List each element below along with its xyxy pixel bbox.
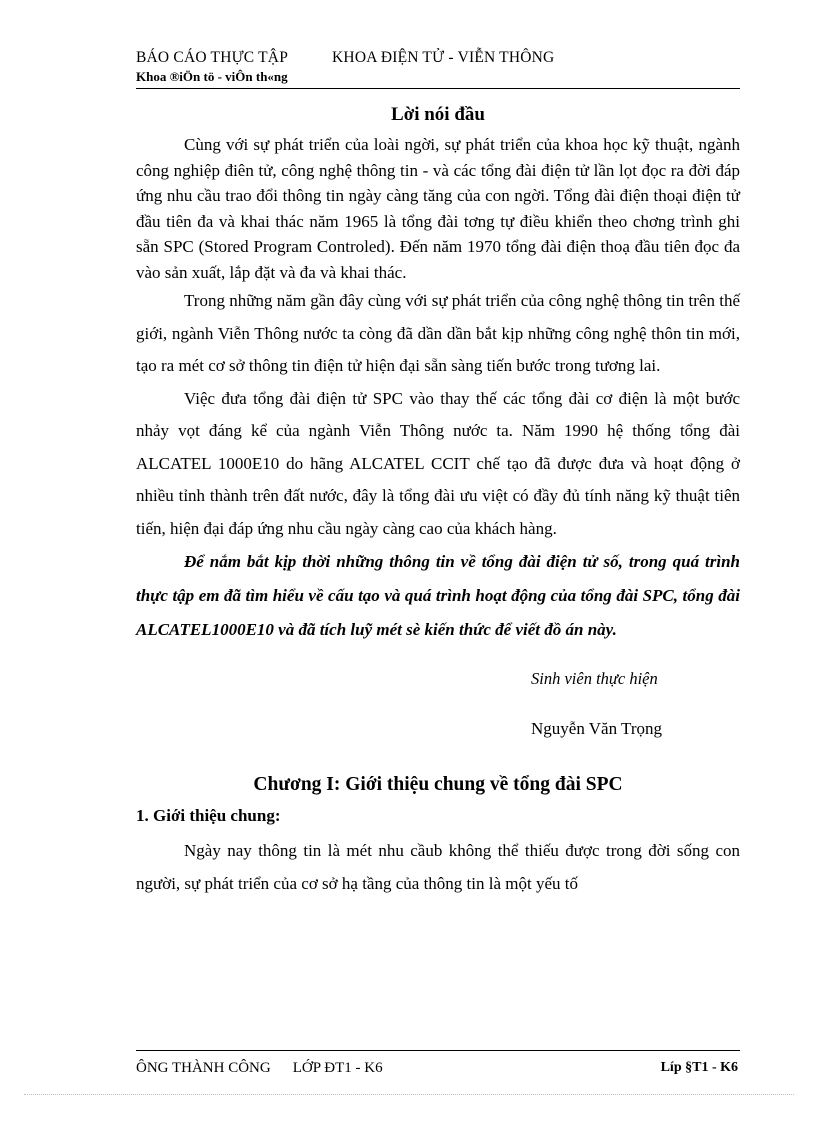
paragraph: Ngày nay thông tin là mét nhu cầub không thể thiếu được trong đời sống con người, sự phát triển của cơ sở hạ tầng của thông tin là một yếu tố	[136, 841, 740, 893]
chapter-title: Chương I: Giới thiệu chung về tổng đài SPC	[253, 774, 623, 795]
page-edge-dots	[24, 1094, 794, 1095]
preface-title: Lời nói đầu	[391, 104, 485, 125]
header-divider	[136, 88, 740, 89]
signature-block	[136, 669, 740, 767]
section-heading: 1. Giới thiệu chung:	[136, 806, 281, 825]
page-body	[136, 102, 740, 900]
footer-class-legacy: Líp §T1 - K6	[660, 1060, 738, 1075]
signature-name: Nguyễn Văn Trọng	[531, 719, 662, 738]
footer-author: ÔNG THÀNH CÔNG	[136, 1060, 271, 1076]
page-header	[136, 48, 740, 86]
report-label: BÁO CÁO THỰC TẬP	[136, 49, 289, 66]
paragraph: Trong những năm gần đây cùng với sự phát triển của công nghệ thông tin trên thế giới, ngành Viễn Thông nước ta còng đã dần dần bắt kịp những công nghệ thôn tin mới, tạo ra mét cơ sở thông tin điện tử hiện đại sẵn sàng tiến bước trong tương lai.	[136, 291, 740, 375]
header-line	[136, 48, 740, 68]
footer-divider	[136, 1050, 740, 1051]
page-footer	[136, 1058, 740, 1078]
signature-role: Sinh viên thực hiện	[531, 669, 658, 688]
department-name: KHOA ĐIỆN TỬ - VIỄN THÔNG	[332, 49, 555, 66]
paragraph: Cùng với sự phát triển của loài ngời, sự phát triển của khoa học kỹ thuật, ngành công nghiệp điên tử, công nghệ thông tin - và các tổng đài điện tử lần lọt đọc ra đời đáp ứng nhu cầu trao đổi thông tin ngày càng tăng của con ngời. Tổng đài điện thoại điện tử đầu tiên đa và khai thác năm 1965 là tổng đài tơng tự điều khiển theo chơng trình ghi sẵn SPC (Stored Program Controled). Đến năm 1970 tổng đài điện thoạ đầu tiên đọc đa vào sản xuất, lắp đặt và đa và khai thác.	[136, 135, 740, 282]
footer-class: LỚP ĐT1 - K6	[292, 1060, 383, 1076]
emphasis-paragraph: Để nắm bắt kịp thời những thông tin về tổng đài điện tử số, trong quá trình thực tập em đã tìm hiểu về cấu tạo và quá trình hoạt động của tổng đài SPC, tổng đài ALCATEL1000E10 và đã tích luỹ mét sè kiến thức để viết đồ án này.	[136, 552, 740, 639]
department-legacy-text: Khoa ®iÖn tö - viÔn th«ng	[136, 69, 288, 84]
paragraph: Việc đưa tổng đài điện tử SPC vào thay thế các tổng đài cơ điện là một bước nhảy vọt đáng kể của ngành Viễn Thông nước ta. Năm 1990 hệ thống tổng đài ALCATEL 1000E10 do hãng ALCATEL CCIT chế tạo đã được đưa và hoạt động ở nhiều tỉnh thành trên đất nước, đây là tổng đài ưu việt có đầy đủ tính năng kỹ thuật tiên tiến, hiện đại đáp ứng nhu cầu ngày càng cao của khách hàng.	[136, 388, 740, 538]
